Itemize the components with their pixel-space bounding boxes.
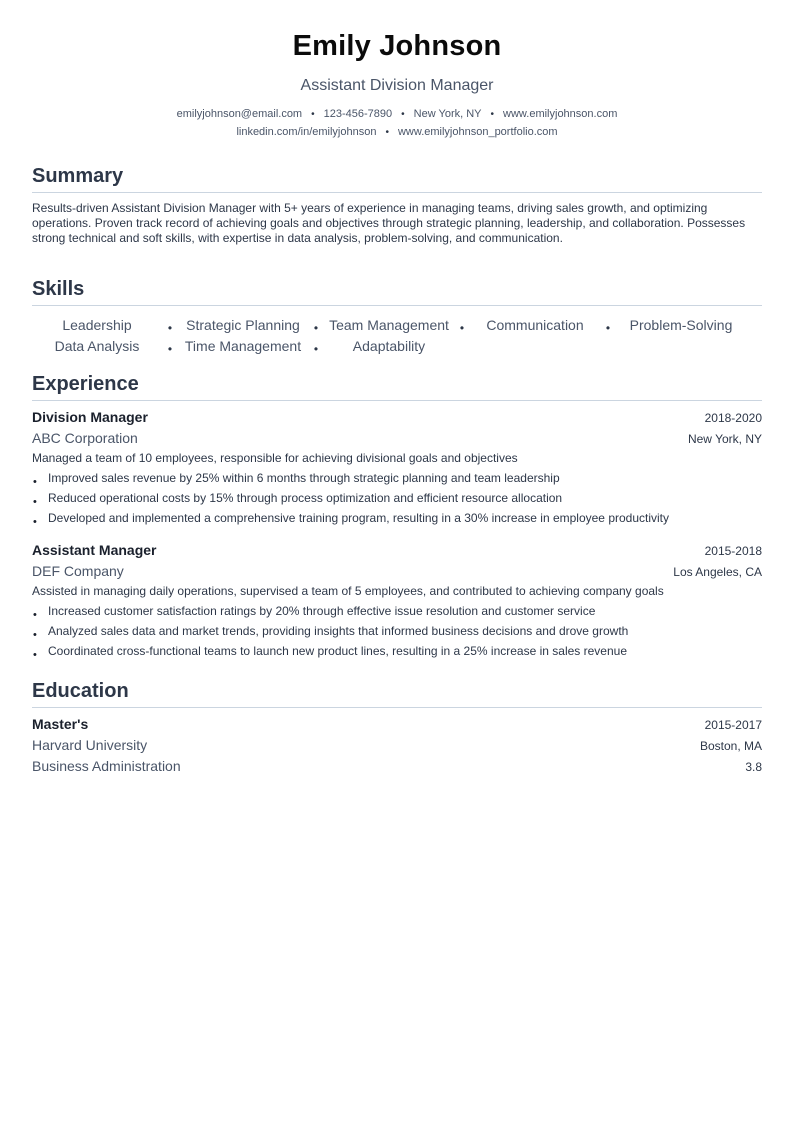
skill-item: Time Management bbox=[184, 337, 302, 354]
contact-line-primary bbox=[32, 108, 762, 120]
job-location: Los Angeles, CA bbox=[673, 565, 762, 579]
bullet-icon: • bbox=[33, 476, 37, 488]
list-item bbox=[32, 602, 762, 622]
location-text: New York, NY bbox=[413, 108, 482, 120]
education-heading: Education bbox=[32, 679, 762, 708]
job-achievements bbox=[32, 602, 762, 662]
bullet-icon: • bbox=[33, 516, 37, 528]
bullet-icon: • bbox=[33, 609, 37, 621]
skill-item: Strategic Planning bbox=[186, 316, 300, 333]
contact-line-secondary bbox=[32, 126, 762, 138]
achievement-text: Coordinated cross-functional teams to launch new product lines, resulting in a 25% increase in sales revenue bbox=[48, 644, 627, 658]
achievement-text: Reduced operational costs by 15% through process optimization and efficient resource allocation bbox=[48, 491, 563, 505]
education-school-row bbox=[32, 737, 762, 753]
skills-list bbox=[32, 314, 762, 356]
degree-title: Master's bbox=[32, 716, 89, 732]
experience-heading: Experience bbox=[32, 372, 762, 401]
email-link[interactable]: emilyjohnson@email.com bbox=[176, 108, 303, 120]
separator-dot: • bbox=[311, 109, 315, 120]
linkedin-link[interactable]: linkedin.com/in/emilyjohnson bbox=[236, 126, 377, 138]
job-header-row bbox=[32, 409, 762, 425]
achievement-text: Developed and implemented a comprehensive training program, resulting in a 30% increase in employee productivity bbox=[48, 511, 670, 525]
separator-dot: • bbox=[313, 341, 319, 356]
school-location: Boston, MA bbox=[699, 739, 762, 753]
job-achievements bbox=[32, 469, 762, 529]
skill-item: Adaptability bbox=[352, 337, 426, 354]
skill-item: Data Analysis bbox=[54, 337, 140, 354]
skill-item: Problem-Solving bbox=[629, 316, 733, 333]
field-of-study: Business Administration bbox=[32, 758, 181, 774]
achievement-text: Analyzed sales data and market trends, providing insights that informed business decisions and drove growth bbox=[48, 624, 629, 638]
bullet-icon: • bbox=[33, 496, 37, 508]
school-name: Harvard University bbox=[32, 737, 148, 753]
list-item bbox=[32, 509, 762, 529]
phone-number: 123-456-7890 bbox=[323, 108, 393, 120]
job-company-row bbox=[32, 430, 762, 446]
job-company: ABC Corporation bbox=[32, 430, 138, 446]
job-title: Assistant Manager bbox=[32, 542, 157, 558]
separator-dot: • bbox=[385, 127, 389, 138]
job-description: Assisted in managing daily operations, supervised a team of 5 employees, and contributed to achieving company goals bbox=[32, 584, 664, 598]
job-dates: 2018-2020 bbox=[704, 411, 762, 425]
separator-dot: • bbox=[490, 109, 495, 120]
job-dates: 2015-2018 bbox=[704, 544, 762, 558]
separator-dot: • bbox=[313, 320, 319, 335]
skills-row bbox=[32, 314, 762, 335]
website-link[interactable]: www.emilyjohnson.com bbox=[503, 108, 618, 120]
list-item bbox=[32, 469, 762, 489]
skill-item: Team Management bbox=[329, 316, 449, 333]
gpa-value: 3.8 bbox=[745, 760, 762, 774]
job-company: DEF Company bbox=[32, 563, 124, 579]
skills-heading: Skills bbox=[32, 277, 762, 306]
separator-dot: • bbox=[459, 320, 465, 335]
list-item bbox=[32, 642, 762, 662]
bullet-icon: • bbox=[33, 629, 37, 641]
separator-dot: • bbox=[167, 341, 173, 356]
list-item bbox=[32, 622, 762, 642]
education-degree-row bbox=[32, 716, 762, 732]
separator-dot: • bbox=[401, 109, 405, 120]
summary-heading: Summary bbox=[32, 164, 762, 193]
job-company-row bbox=[32, 563, 762, 579]
list-item bbox=[32, 489, 762, 509]
separator-dot: • bbox=[167, 320, 173, 335]
achievement-text: Improved sales revenue by 25% within 6 months through strategic planning and team leadership bbox=[48, 471, 560, 485]
summary-text: Results-driven Assistant Division Manager with 5+ years of experience in managing teams, driving sales growth, and optimizing operations. Proven track record of achieving goals and objectives through strategic planning, leadership, and collaboration. Possesses strong technical and soft skills, with expertise in data analysis, problem-solving, and communication. bbox=[32, 201, 746, 245]
achievement-text: Increased customer satisfaction ratings by 20% through effective issue resolution and customer service bbox=[48, 604, 596, 618]
job-description: Managed a team of 10 employees, responsible for achieving divisional goals and objectives bbox=[32, 451, 518, 465]
skill-item: Communication bbox=[486, 316, 584, 333]
bullet-icon: • bbox=[33, 649, 37, 661]
candidate-name: Emily Johnson bbox=[292, 30, 502, 62]
job-header-row bbox=[32, 542, 762, 558]
job-location: New York, NY bbox=[687, 432, 762, 446]
candidate-title: Assistant Division Manager bbox=[300, 77, 494, 94]
skills-row bbox=[32, 335, 762, 356]
education-field-row bbox=[32, 758, 762, 774]
job-title: Division Manager bbox=[32, 409, 148, 425]
portfolio-link[interactable]: www.emilyjohnson_portfolio.com bbox=[397, 126, 558, 138]
education-dates: 2015-2017 bbox=[704, 718, 762, 732]
skill-item: Leadership bbox=[62, 316, 132, 333]
separator-dot: • bbox=[605, 320, 611, 335]
